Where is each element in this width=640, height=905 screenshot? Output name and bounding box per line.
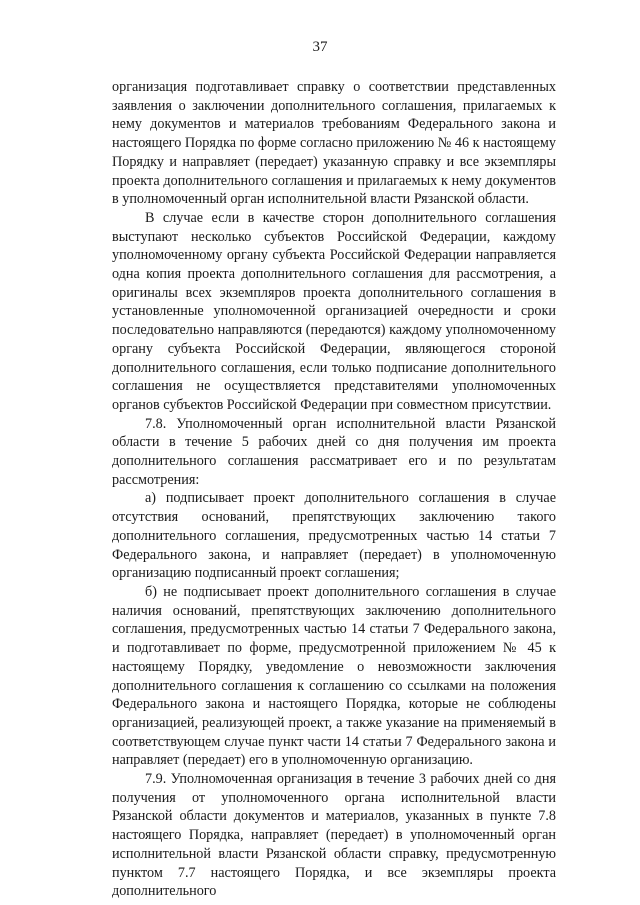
paragraph-7-9: 7.9. Уполномоченная организация в течение 3 рабочих дней со дня получения от уполномоченного органа исполнительной власти Рязанской области документов и материалов, указанных в пункте 7.8 настоящего Порядка, направляет (передает) в уполномоченный орган исполнительной власти Рязанской области справку, предусмотренную пунктом 7.7 настоящего Порядка, и все экземпляры проекта дополнительного [112,771,556,900]
paragraph-7-8-b: б) не подписывает проект дополнительного соглашения в случае наличия оснований, препятствующих заключению дополнительного соглашения, предусмотренных частью 14 статьи 7 Федерального закона, и подготавливает по форме, предусмотренной приложением № 45 к настоящему Порядку, уведомление о невозможности заключения дополнительного соглашения к соглашению со ссылками на положения Федерального закона и настоящего Порядка, которые не соблюдены организацией, реализующей проект, а также указание на применяемый в соответствующем случае пункт части 14 статьи 7 Федерального закона и направляет (передает) его в уполномоченную организацию. [112,583,556,769]
page-number: 37 [312,39,328,55]
paragraph-continuation: организация подготавливает справку о соответствии представленных заявления о заключении дополнительного соглашения, прилагаемых к нему документов и материалов требованиям Федерального закона и настоящего Порядка по форме согласно приложению № 46 к настоящему Порядку и направляет (передает) указанную справку и все экземпляры проекта дополнительного соглашения и прилагаемых к нему документов в уполномоченный орган исполнительной власти Рязанской области. [112,79,556,208]
paragraph-7-8-a: а) подписывает проект дополнительного соглашения в случае отсутствия оснований, препятствующих заключению такого дополнительного соглашения, предусмотренных частью 14 статьи 7 Федерального закона, и направляет (передает) в уполномоченную организацию подписанный проект соглашения; [112,490,556,582]
paragraph-7-8: 7.8. Уполномоченный орган исполнительной власти Рязанской области в течение 5 рабочих дней со дня получения им проекта дополнительного соглашения рассматривает его и по результатам рассмотрения: [112,415,556,488]
document-body [112,78,556,901]
paragraph-multiple-subjects: В случае если в качестве сторон дополнительного соглашения выступают несколько субъектов Российской Федерации, каждому уполномоченному органу субъекта Российской Федерации направляется одна копия проекта дополнительного соглашения для рассмотрения, а оригиналы всех экземпляров проекта дополнительного соглашения в установленные уполномоченной организацией очередности и сроки последовательно направляются (передаются) каждому уполномоченному органу субъекта Российской Федерации, являющегося стороной дополнительного соглашения, если только подписание дополнительного соглашения не осуществляется представителями уполномоченных органов субъектов Российской Федерации при совместном присутствии. [112,209,556,413]
